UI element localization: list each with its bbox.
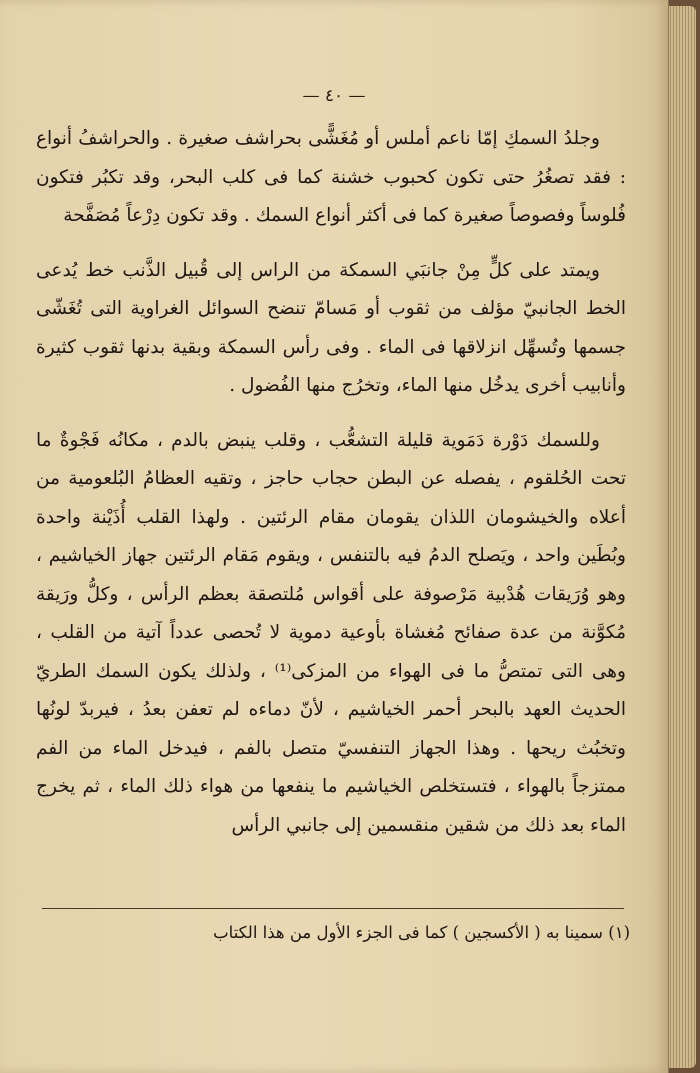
footnote-divider xyxy=(42,908,624,909)
footnote: (١) سمينا به ( الأكسجين ) كما فى الجزء الأول من هذا الكتاب xyxy=(213,923,630,942)
body-text xyxy=(36,120,626,845)
page-number: — ٤٠ — xyxy=(302,86,366,106)
paragraph-circulation: وللسمك دَوْرة دَمَوية قليلة التشعُّب ، وقلب ينبض بالدم ، مكانُه فَجْوةٌ ما تحت الحُلقوم ، يفصله عن البطن حجاب حاجز ، وتقيه العظامُ البُلعومية من أعلاه والخيشومان اللذان يقومان مقام الرئتين . ولهذا القلب أُذَيْنة واحدة وبُطَين واحد ، ويَصلح الدمُ فيه بالتنفس ، ويقوم مَقام الرئتين جهاز الخياشيم ، وهو وُرَيقات هُدْبية مَرْصوفة على أقواس مُلتصقة بعظم الرأس ، وكلُّ ورَيقة مُكوَّنة من عدة صفائح مُغشاة بأوعية دموية لا تُحصى عدداً آتية من القلب ، وهى التى تمتصُّ ما فى الهواء من المزكى⁽¹⁾ ، ولذلك يكون السمك الطريّ الحديث العهد بالبحر أحمر الخياشيم ، لأنّ دماءه لم تعفن بعدُ ، فيربدّ لونُها وتخبُث ريحها . وهذا الجهاز التنفسيّ متصل بالفم ، فيدخل الماء من الفم ممتزجاً بالهواء ، فتستخلص الخياشيم ما ينفعها من هواء ذلك الماء ، ثم يخرج الماء بعد ذلك من شقين منقسمين إلى جانبي الرأس xyxy=(36,429,626,836)
paragraph-lateral-line: ويمتد على كلٍّ مِنْ جانبَي السمكة من الراس إلى قُبيل الذَّنب خط يُدعى الخط الجانبيّ مؤلف من ثقوب أو مَسامّ تنضح السوائل الغراوية التى تُغَشّى جسمها وتُسهِّل انزلاقها فى الماء . وفى رأس السمكة وبقية بدنها ثقوب كثيرة وأنابيب أخرى يدخُل منها الماء، وتخرُج منها الفُضول . xyxy=(36,259,626,396)
paragraph-scales: وجلدُ السمكِ إمّا ناعم أملس أو مُغَشًّى بحراشف صغيرة . والحراشفُ أنواع : فقد تصغُرُ حتى تكون كحبوب خشنة كما فى كلب البحر، وقد تكبُر فتكون فُلوساً وفصوصاً صغيرة كما فى أكثر أنواع السمك . وقد تكون دِرْعاً مُصَفَّحة xyxy=(36,128,626,226)
